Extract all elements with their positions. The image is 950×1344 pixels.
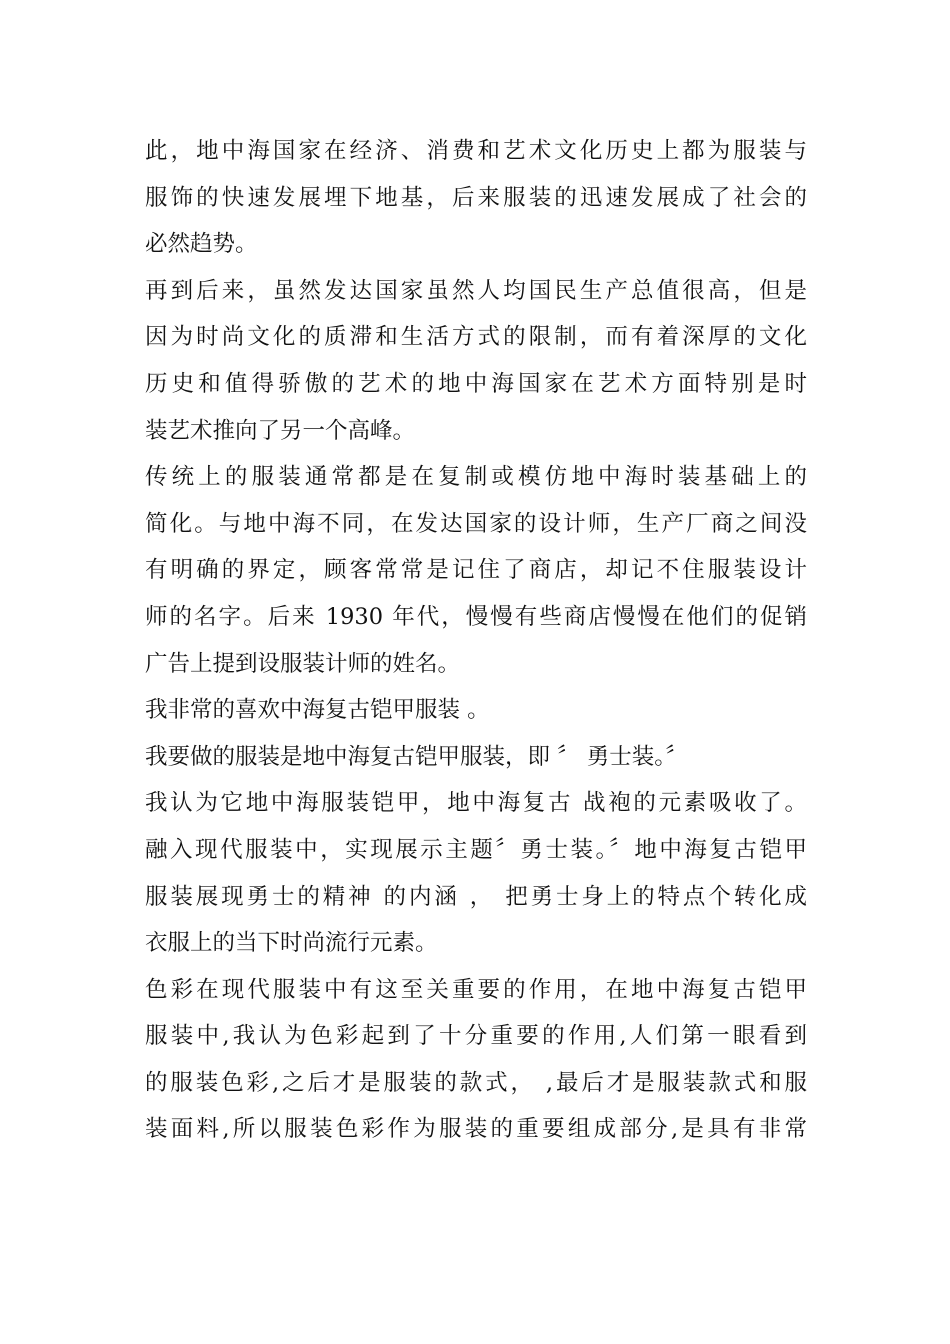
text-line: 再到后来，虽然发达国家虽然人均国民生产总值很高，但是	[145, 277, 807, 304]
text-line: 我要做的服装是地中海复古铠甲服装，即 〞 勇士装。〞	[145, 743, 689, 770]
text-line: 广告上提到设服装计师的姓名。	[145, 650, 461, 677]
text-line: 融入现代服装中，实现展示主题〞勇士装。〞地中海复古铠甲	[145, 836, 807, 863]
text-line: 因为时尚文化的质滞和生活方式的限制，而有着深厚的文化	[145, 324, 807, 351]
body-text	[145, 128, 807, 1153]
text-line: 我认为它地中海服装铠甲，地中海复古 战袍的元素吸收了。	[145, 790, 807, 817]
text-line: 历史和值得骄傲的艺术的地中海国家在艺术方面特别是时	[145, 370, 807, 397]
text-line: 装艺术推向了另一个高峰。	[145, 417, 416, 444]
text-line: 师的名字。后来 1930 年代，慢慢有些商店慢慢在他们的促销	[145, 603, 807, 630]
text-line: 有明确的界定，顾客常常是记住了商店，却记不住服装设计	[145, 557, 807, 584]
text-line: 简化。与地中海不同，在发达国家的设计师，生产厂商之间没	[145, 510, 807, 537]
text-line: 传统上的服装通常都是在复制或模仿地中海时装基础上的	[145, 464, 807, 491]
text-line: 服饰的快速发展埋下地基，后来服装的迅速发展成了社会的	[145, 184, 807, 211]
text-line: 此，地中海国家在经济、消费和艺术文化历史上都为服装与	[145, 138, 807, 164]
text-line: 的服装色彩,之后才是服装的款式， ,最后才是服装款式和服	[145, 1069, 807, 1096]
text-line: 服装中,我认为色彩起到了十分重要的作用,人们第一眼看到	[145, 1023, 807, 1050]
text-line: 衣服上的当下时尚流行元素。	[145, 930, 438, 957]
text-line: 装面料,所以服装色彩作为服装的重要组成部分,是具有非常	[145, 1116, 807, 1143]
text-line: 色彩在现代服装中有这至关重要的作用，在地中海复古铠甲	[145, 976, 807, 1003]
text-line: 我非常的喜欢中海复古铠甲服装 。	[145, 697, 490, 724]
text-line: 必然趋势。	[145, 231, 258, 258]
text-line: 服装展现勇士的精神 的内涵 ， 把勇士身上的特点个转化成	[145, 883, 807, 910]
